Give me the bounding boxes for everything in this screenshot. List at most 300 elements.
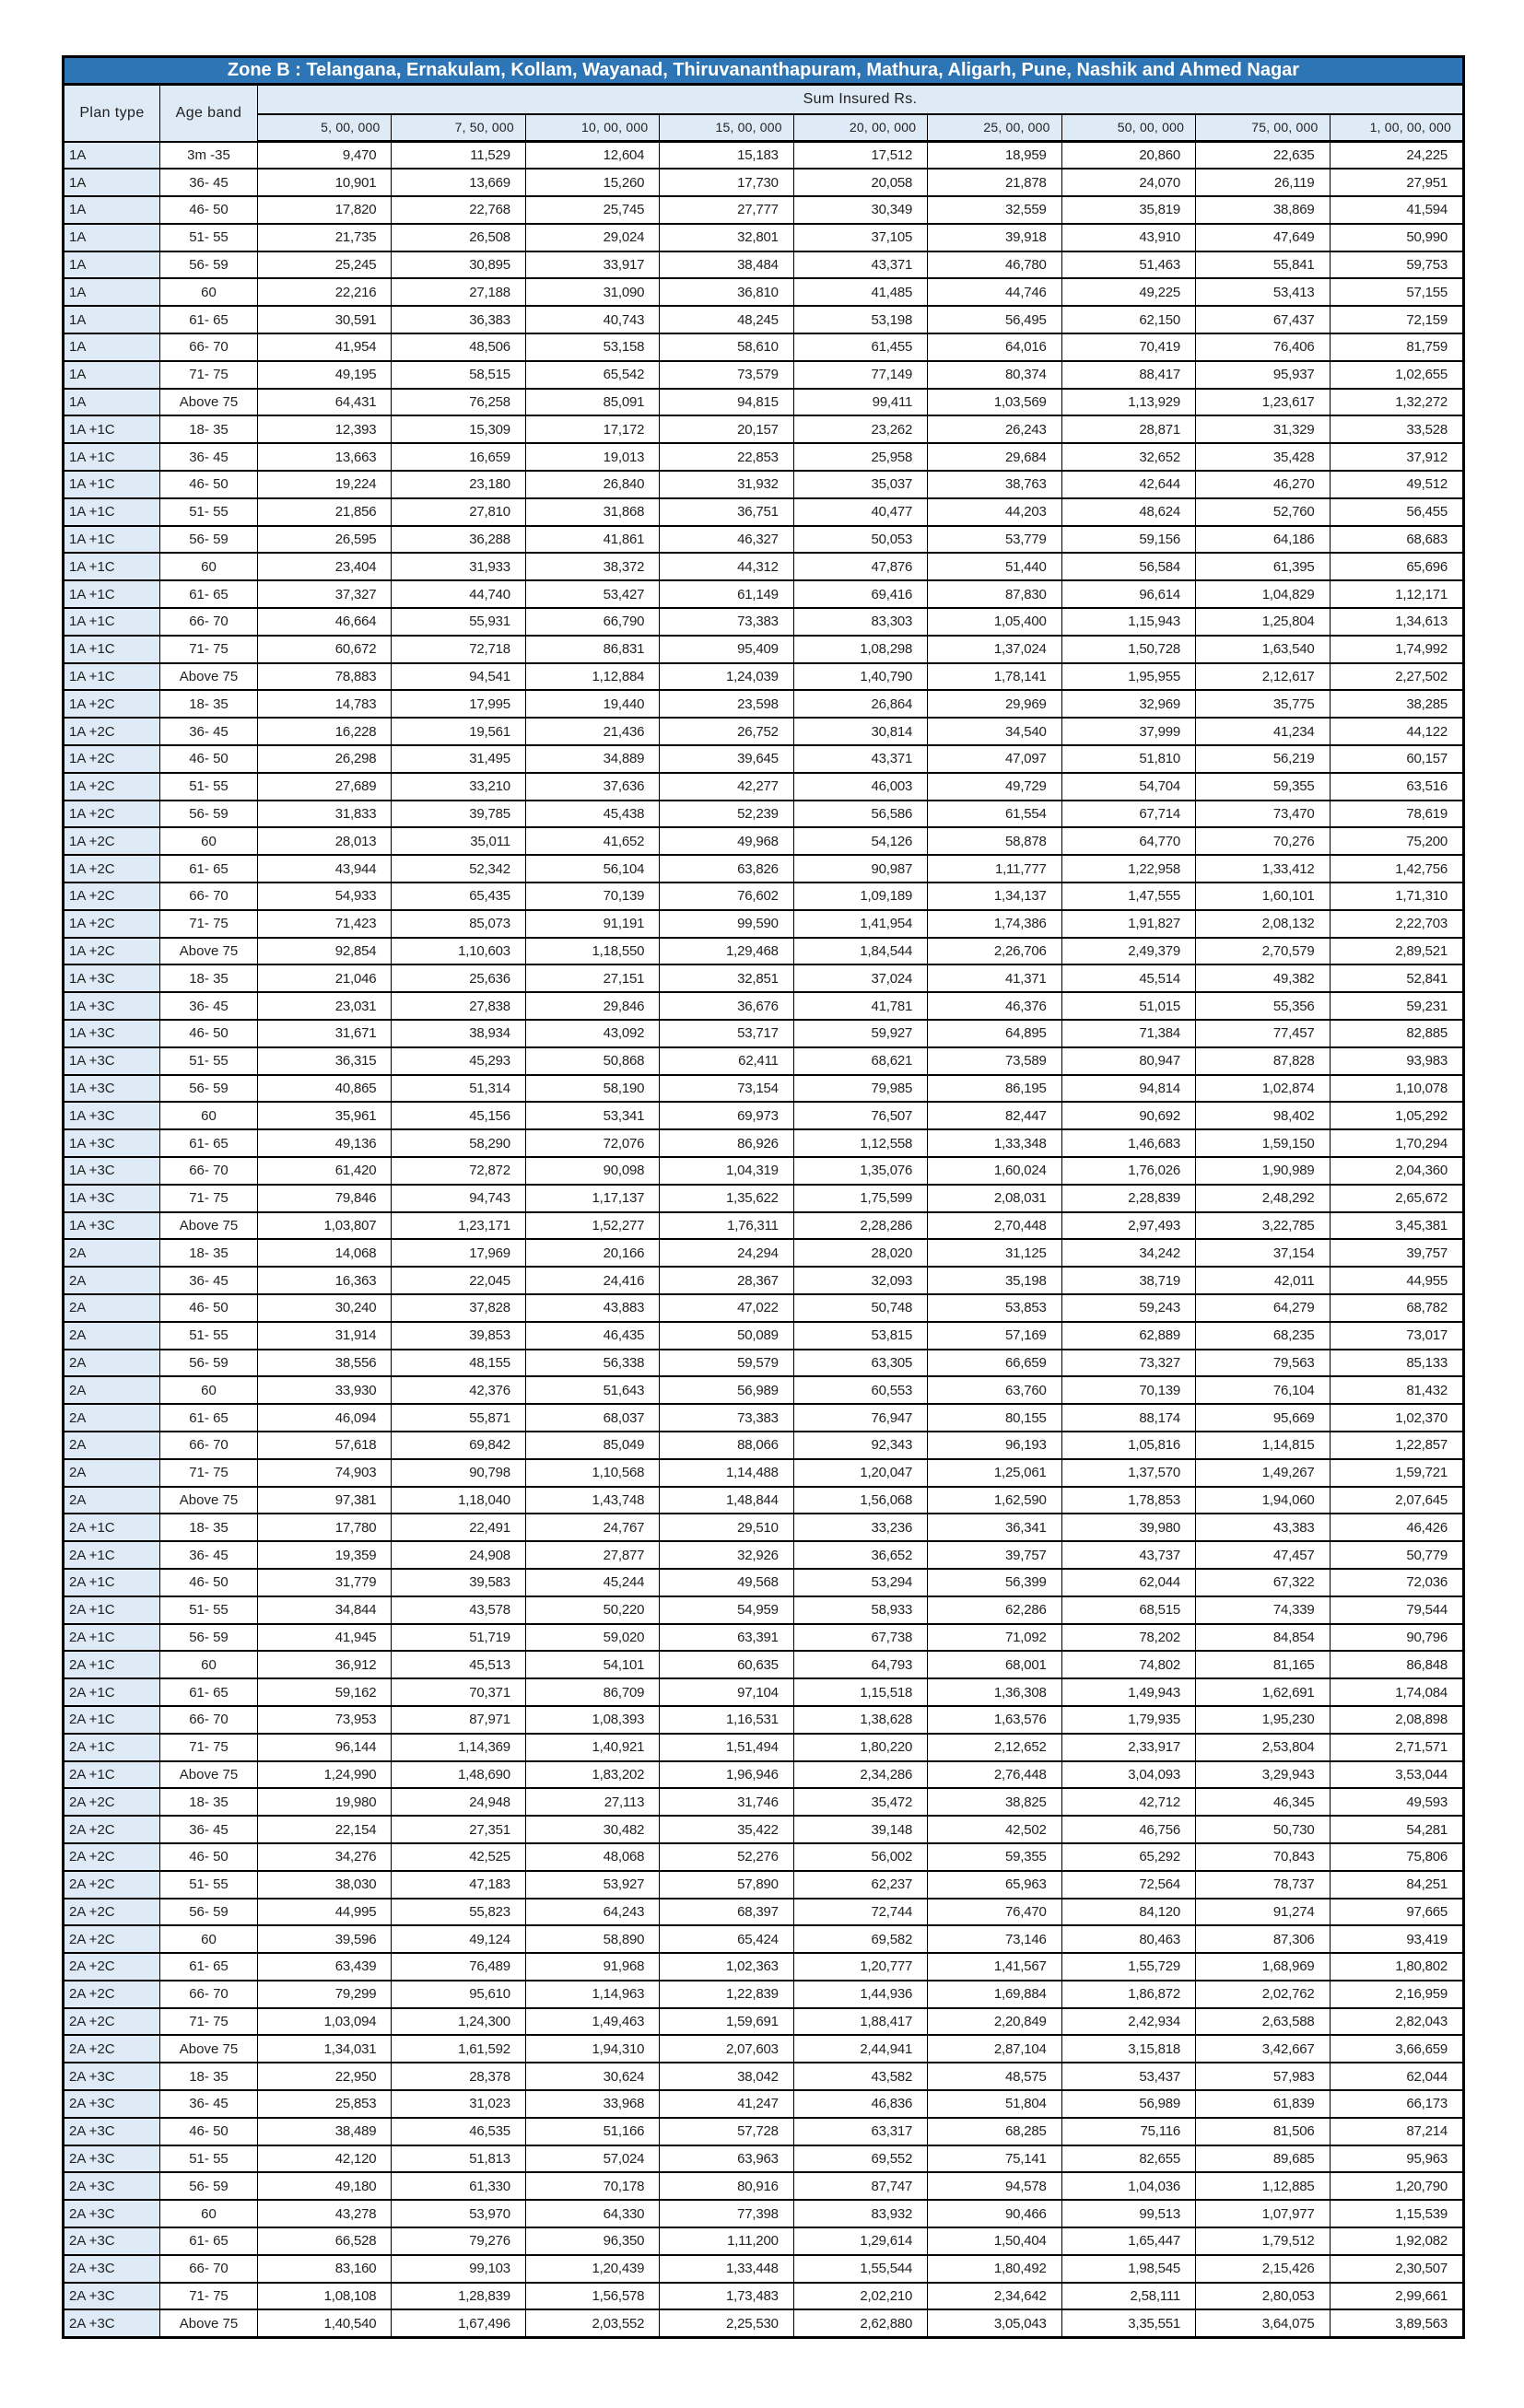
premium-cell: 23,598 <box>660 690 793 718</box>
plan-type-cell: 1A +2C <box>64 938 160 965</box>
premium-cell: 63,391 <box>660 1624 793 1652</box>
premium-rate-sheet <box>62 55 1465 2339</box>
premium-cell: 3,15,818 <box>1061 2035 1195 2063</box>
premium-cell: 49,568 <box>660 1569 793 1596</box>
premium-cell: 44,955 <box>1330 1267 1464 1294</box>
premium-cell: 31,932 <box>660 471 793 498</box>
premium-cell: 12,393 <box>258 415 392 443</box>
premium-cell: 30,349 <box>793 196 927 224</box>
premium-cell: 83,160 <box>258 2255 392 2283</box>
premium-cell: 22,216 <box>258 278 392 306</box>
premium-row <box>64 169 1464 196</box>
premium-cell: 31,125 <box>928 1239 1061 1267</box>
premium-cell: 2,33,917 <box>1061 1734 1195 1761</box>
premium-cell: 63,826 <box>660 855 793 883</box>
premium-cell: 29,510 <box>660 1514 793 1541</box>
premium-cell: 73,017 <box>1330 1322 1464 1350</box>
plan-type-cell: 2A +1C <box>64 1734 160 1761</box>
premium-cell: 27,151 <box>525 964 659 992</box>
premium-row <box>64 2008 1464 2036</box>
premium-cell: 96,614 <box>1061 580 1195 608</box>
premium-cell: 51,015 <box>1061 992 1195 1020</box>
premium-cell: 65,424 <box>660 1925 793 1953</box>
premium-row <box>64 1075 1464 1103</box>
premium-row <box>64 1487 1464 1514</box>
premium-cell: 25,853 <box>258 2090 392 2118</box>
age-band-cell: 36- 45 <box>160 992 258 1020</box>
premium-cell: 62,150 <box>1061 306 1195 333</box>
premium-cell: 48,155 <box>392 1350 525 1377</box>
premium-row <box>64 718 1464 745</box>
premium-cell: 82,447 <box>928 1102 1061 1129</box>
premium-cell: 51,804 <box>928 2090 1061 2118</box>
premium-cell: 19,980 <box>258 1788 392 1816</box>
premium-cell: 56,338 <box>525 1350 659 1377</box>
premium-row <box>64 443 1464 471</box>
age-band-cell: 46- 50 <box>160 196 258 224</box>
plan-type-cell: 1A +3C <box>64 1212 160 1240</box>
premium-cell: 1,23,171 <box>392 1212 525 1240</box>
premium-cell: 80,463 <box>1061 1925 1195 1953</box>
premium-cell: 38,372 <box>525 553 659 580</box>
premium-cell: 55,356 <box>1196 992 1330 1020</box>
premium-cell: 81,165 <box>1196 1651 1330 1678</box>
premium-cell: 51,440 <box>928 553 1061 580</box>
sum-insured-columns-row <box>64 114 1464 142</box>
premium-cell: 1,73,483 <box>660 2283 793 2310</box>
premium-cell: 10,901 <box>258 169 392 196</box>
premium-cell: 68,001 <box>928 1651 1061 1678</box>
premium-cell: 76,947 <box>793 1404 927 1432</box>
premium-cell: 77,149 <box>793 361 927 389</box>
premium-cell: 33,528 <box>1330 415 1464 443</box>
premium-cell: 39,980 <box>1061 1514 1195 1541</box>
premium-cell: 43,578 <box>392 1596 525 1624</box>
premium-cell: 2,34,286 <box>793 1761 927 1789</box>
premium-cell: 63,963 <box>660 2145 793 2173</box>
premium-cell: 44,995 <box>258 1899 392 1926</box>
premium-cell: 2,03,552 <box>525 2309 659 2337</box>
premium-row <box>64 1981 1464 2008</box>
premium-cell: 38,825 <box>928 1788 1061 1816</box>
age-band-cell: 60 <box>160 2200 258 2227</box>
premium-cell: 60,157 <box>1330 745 1464 773</box>
premium-cell: 52,342 <box>392 855 525 883</box>
premium-cell: 76,489 <box>392 1953 525 1981</box>
premium-cell: 2,08,031 <box>928 1185 1061 1212</box>
age-band-cell: 18- 35 <box>160 690 258 718</box>
plan-type-cell: 1A +2C <box>64 745 160 773</box>
premium-cell: 53,853 <box>928 1294 1061 1322</box>
age-band-cell: 51- 55 <box>160 498 258 526</box>
premium-cell: 72,718 <box>392 636 525 663</box>
premium-cell: 59,231 <box>1330 992 1464 1020</box>
premium-cell: 2,16,959 <box>1330 1981 1464 2008</box>
premium-cell: 33,210 <box>392 773 525 801</box>
premium-cell: 62,889 <box>1061 1322 1195 1350</box>
premium-cell: 49,225 <box>1061 278 1195 306</box>
plan-type-cell: 1A +1C <box>64 526 160 554</box>
premium-cell: 1,65,447 <box>1061 2227 1195 2255</box>
premium-cell: 73,589 <box>928 1047 1061 1075</box>
plan-type-cell: 2A +2C <box>64 1843 160 1871</box>
premium-cell: 88,417 <box>1061 361 1195 389</box>
premium-cell: 20,058 <box>793 169 927 196</box>
premium-cell: 86,195 <box>928 1075 1061 1103</box>
premium-row <box>64 1816 1464 1843</box>
premium-cell: 82,885 <box>1330 1020 1464 1047</box>
premium-cell: 74,903 <box>258 1459 392 1487</box>
age-band-cell: 51- 55 <box>160 2145 258 2173</box>
premium-cell: 64,330 <box>525 2200 659 2227</box>
premium-row <box>64 1706 1464 1734</box>
premium-cell: 63,439 <box>258 1953 392 1981</box>
age-band-cell: 18- 35 <box>160 2063 258 2090</box>
plan-type-cell: 2A +1C <box>64 1624 160 1652</box>
plan-type-cell: 1A +1C <box>64 471 160 498</box>
plan-type-cell: 1A +1C <box>64 580 160 608</box>
premium-cell: 22,853 <box>660 443 793 471</box>
premium-cell: 1,05,400 <box>928 608 1061 636</box>
premium-cell: 1,34,613 <box>1330 608 1464 636</box>
premium-cell: 1,76,026 <box>1061 1157 1195 1185</box>
premium-cell: 46,426 <box>1330 1514 1464 1541</box>
premium-cell: 2,53,804 <box>1196 1734 1330 1761</box>
premium-cell: 27,877 <box>525 1541 659 1569</box>
premium-cell: 35,775 <box>1196 690 1330 718</box>
premium-cell: 55,871 <box>392 1404 525 1432</box>
premium-row <box>64 1350 1464 1377</box>
premium-cell: 49,180 <box>258 2172 392 2200</box>
premium-cell: 27,113 <box>525 1788 659 1816</box>
premium-cell: 33,236 <box>793 1514 927 1541</box>
premium-cell: 44,740 <box>392 580 525 608</box>
premium-cell: 1,43,748 <box>525 1487 659 1514</box>
age-band-cell: 66- 70 <box>160 883 258 910</box>
premium-row <box>64 964 1464 992</box>
plan-type-cell: 1A +2C <box>64 690 160 718</box>
premium-cell: 63,317 <box>793 2118 927 2145</box>
premium-cell: 19,561 <box>392 718 525 745</box>
premium-cell: 1,20,790 <box>1330 2172 1464 2200</box>
premium-cell: 86,831 <box>525 636 659 663</box>
age-band-cell: 71- 75 <box>160 1459 258 1487</box>
premium-cell: 46,270 <box>1196 471 1330 498</box>
premium-cell: 1,88,417 <box>793 2008 927 2036</box>
premium-row <box>64 2227 1464 2255</box>
premium-cell: 2,99,661 <box>1330 2283 1464 2310</box>
premium-cell: 78,737 <box>1196 1871 1330 1899</box>
premium-cell: 23,262 <box>793 415 927 443</box>
premium-cell: 2,07,603 <box>660 2035 793 2063</box>
premium-cell: 79,299 <box>258 1981 392 2008</box>
premium-cell: 20,166 <box>525 1239 659 1267</box>
premium-cell: 1,11,777 <box>928 855 1061 883</box>
premium-cell: 1,02,370 <box>1330 1404 1464 1432</box>
premium-cell: 49,195 <box>258 361 392 389</box>
premium-cell: 26,298 <box>258 745 392 773</box>
premium-cell: 60,672 <box>258 636 392 663</box>
premium-cell: 53,437 <box>1061 2063 1195 2090</box>
premium-row <box>64 1432 1464 1459</box>
premium-cell: 77,457 <box>1196 1020 1330 1047</box>
premium-cell: 49,382 <box>1196 964 1330 992</box>
premium-row <box>64 938 1464 965</box>
premium-cell: 1,94,060 <box>1196 1487 1330 1514</box>
premium-cell: 64,186 <box>1196 526 1330 554</box>
premium-cell: 52,276 <box>660 1843 793 1871</box>
age-band-cell: 46- 50 <box>160 1843 258 1871</box>
premium-cell: 64,793 <box>793 1651 927 1678</box>
premium-cell: 30,240 <box>258 1294 392 1322</box>
premium-cell: 59,156 <box>1061 526 1195 554</box>
premium-cell: 70,419 <box>1061 333 1195 361</box>
premium-cell: 96,144 <box>258 1734 392 1761</box>
premium-cell: 72,036 <box>1330 1569 1464 1596</box>
premium-cell: 1,90,989 <box>1196 1157 1330 1185</box>
premium-cell: 80,947 <box>1061 1047 1195 1075</box>
age-band-cell: 56- 59 <box>160 2172 258 2200</box>
premium-cell: 39,596 <box>258 1925 392 1953</box>
premium-cell: 1,91,827 <box>1061 910 1195 938</box>
age-band-cell: Above 75 <box>160 1487 258 1514</box>
premium-cell: 1,05,292 <box>1330 1102 1464 1129</box>
premium-cell: 46,376 <box>928 992 1061 1020</box>
premium-cell: 53,927 <box>525 1871 659 1899</box>
premium-cell: 1,55,544 <box>793 2255 927 2283</box>
premium-cell: 64,770 <box>1061 827 1195 855</box>
premium-cell: 1,15,518 <box>793 1678 927 1706</box>
premium-cell: 66,659 <box>928 1350 1061 1377</box>
sum-insured-amount-header: 7, 50, 000 <box>392 114 525 142</box>
premium-cell: 39,645 <box>660 745 793 773</box>
premium-cell: 51,719 <box>392 1624 525 1652</box>
premium-cell: 15,309 <box>392 415 525 443</box>
plan-type-cell: 1A <box>64 306 160 333</box>
premium-cell: 1,62,590 <box>928 1487 1061 1514</box>
premium-cell: 28,020 <box>793 1239 927 1267</box>
premium-cell: 52,239 <box>660 801 793 828</box>
premium-cell: 54,126 <box>793 827 927 855</box>
age-band-cell: 56- 59 <box>160 526 258 554</box>
premium-row <box>64 1899 1464 1926</box>
premium-row <box>64 1734 1464 1761</box>
premium-row <box>64 1267 1464 1294</box>
premium-cell: 1,20,777 <box>793 1953 927 1981</box>
premium-cell: 35,819 <box>1061 196 1195 224</box>
premium-cell: 12,604 <box>525 142 659 169</box>
premium-cell: 70,178 <box>525 2172 659 2200</box>
premium-cell: 95,409 <box>660 636 793 663</box>
premium-cell: 3,05,043 <box>928 2309 1061 2337</box>
premium-row <box>64 361 1464 389</box>
premium-cell: 73,383 <box>660 608 793 636</box>
plan-type-cell: 2A <box>64 1322 160 1350</box>
premium-cell: 83,303 <box>793 608 927 636</box>
premium-cell: 45,513 <box>392 1651 525 1678</box>
premium-cell: 53,815 <box>793 1322 927 1350</box>
premium-cell: 64,431 <box>258 389 392 416</box>
premium-cell: 46,836 <box>793 2090 927 2118</box>
premium-row <box>64 498 1464 526</box>
premium-cell: 9,470 <box>258 142 392 169</box>
premium-cell: 31,746 <box>660 1788 793 1816</box>
premium-cell: 67,738 <box>793 1624 927 1652</box>
premium-cell: 96,193 <box>928 1432 1061 1459</box>
plan-type-cell: 1A +2C <box>64 827 160 855</box>
premium-cell: 36,288 <box>392 526 525 554</box>
premium-cell: 94,578 <box>928 2172 1061 2200</box>
premium-cell: 40,743 <box>525 306 659 333</box>
premium-cell: 64,895 <box>928 1020 1061 1047</box>
premium-cell: 53,158 <box>525 333 659 361</box>
age-band-cell: Above 75 <box>160 2309 258 2337</box>
premium-cell: 2,26,706 <box>928 938 1061 965</box>
premium-cell: 69,416 <box>793 580 927 608</box>
premium-cell: 73,383 <box>660 1404 793 1432</box>
premium-cell: 56,584 <box>1061 553 1195 580</box>
premium-cell: 53,413 <box>1196 278 1330 306</box>
plan-type-cell: 1A +3C <box>64 1157 160 1185</box>
premium-cell: 84,120 <box>1061 1899 1195 1926</box>
premium-row <box>64 1020 1464 1047</box>
premium-cell: 28,013 <box>258 827 392 855</box>
premium-cell: 1,38,628 <box>793 1706 927 1734</box>
premium-cell: 91,191 <box>525 910 659 938</box>
premium-cell: 27,188 <box>392 278 525 306</box>
premium-table-body <box>64 142 1464 2338</box>
premium-cell: 42,644 <box>1061 471 1195 498</box>
premium-cell: 57,024 <box>525 2145 659 2173</box>
premium-cell: 79,985 <box>793 1075 927 1103</box>
premium-cell: 17,969 <box>392 1239 525 1267</box>
premium-cell: 87,306 <box>1196 1925 1330 1953</box>
premium-cell: 2,44,941 <box>793 2035 927 2063</box>
premium-cell: 1,03,094 <box>258 2008 392 2036</box>
sum-insured-amount-header: 75, 00, 000 <box>1196 114 1330 142</box>
premium-cell: 19,440 <box>525 690 659 718</box>
plan-type-cell: 1A +1C <box>64 636 160 663</box>
plan-type-cell: 2A <box>64 1267 160 1294</box>
age-band-cell: 46- 50 <box>160 1294 258 1322</box>
age-band-cell: 71- 75 <box>160 1185 258 1212</box>
premium-cell: 1,34,031 <box>258 2035 392 2063</box>
premium-cell: 75,200 <box>1330 827 1464 855</box>
premium-cell: 24,294 <box>660 1239 793 1267</box>
premium-cell: 39,148 <box>793 1816 927 1843</box>
premium-cell: 48,068 <box>525 1843 659 1871</box>
premium-cell: 56,104 <box>525 855 659 883</box>
premium-cell: 2,12,617 <box>1196 663 1330 691</box>
premium-cell: 58,878 <box>928 827 1061 855</box>
premium-cell: 86,926 <box>660 1129 793 1157</box>
plan-type-cell: 2A +1C <box>64 1761 160 1789</box>
plan-type-cell: 1A +3C <box>64 1075 160 1103</box>
premium-cell: 56,989 <box>660 1376 793 1404</box>
plan-type-cell: 2A +2C <box>64 1871 160 1899</box>
premium-cell: 2,28,839 <box>1061 1185 1195 1212</box>
plan-type-cell: 2A +3C <box>64 2227 160 2255</box>
premium-row <box>64 224 1464 251</box>
age-band-cell: 61- 65 <box>160 306 258 333</box>
premium-cell: 1,08,393 <box>525 1706 659 1734</box>
premium-cell: 1,59,150 <box>1196 1129 1330 1157</box>
premium-cell: 56,219 <box>1196 745 1330 773</box>
premium-cell: 43,883 <box>525 1294 659 1322</box>
premium-cell: 81,506 <box>1196 2118 1330 2145</box>
premium-cell: 88,174 <box>1061 1404 1195 1432</box>
premium-cell: 39,853 <box>392 1322 525 1350</box>
premium-cell: 94,743 <box>392 1185 525 1212</box>
premium-cell: 48,506 <box>392 333 525 361</box>
premium-cell: 29,024 <box>525 224 659 251</box>
age-band-cell: 71- 75 <box>160 636 258 663</box>
premium-cell: 17,512 <box>793 142 927 169</box>
premium-cell: 27,351 <box>392 1816 525 1843</box>
premium-row <box>64 1376 1464 1404</box>
premium-cell: 49,124 <box>392 1925 525 1953</box>
premium-row <box>64 1404 1464 1432</box>
plan-type-cell: 2A +2C <box>64 1788 160 1816</box>
premium-cell: 36,652 <box>793 1541 927 1569</box>
premium-cell: 36,751 <box>660 498 793 526</box>
plan-type-cell: 2A +1C <box>64 1678 160 1706</box>
premium-row <box>64 1871 1464 1899</box>
premium-cell: 1,40,790 <box>793 663 927 691</box>
plan-type-cell: 1A <box>64 333 160 361</box>
premium-row <box>64 1925 1464 1953</box>
premium-cell: 99,590 <box>660 910 793 938</box>
premium-cell: 37,154 <box>1196 1239 1330 1267</box>
age-band-cell: 71- 75 <box>160 1734 258 1761</box>
premium-cell: 32,093 <box>793 1267 927 1294</box>
premium-cell: 62,237 <box>793 1871 927 1899</box>
premium-cell: 76,602 <box>660 883 793 910</box>
premium-cell: 56,399 <box>928 1569 1061 1596</box>
premium-cell: 73,470 <box>1196 801 1330 828</box>
premium-row <box>64 608 1464 636</box>
premium-cell: 42,277 <box>660 773 793 801</box>
premium-cell: 97,381 <box>258 1487 392 1514</box>
premium-cell: 32,926 <box>660 1541 793 1569</box>
premium-cell: 1,15,943 <box>1061 608 1195 636</box>
premium-cell: 95,669 <box>1196 1404 1330 1432</box>
premium-cell: 60,553 <box>793 1376 927 1404</box>
premium-cell: 23,404 <box>258 553 392 580</box>
plan-type-cell: 2A +2C <box>64 1981 160 2008</box>
premium-cell: 1,07,977 <box>1196 2200 1330 2227</box>
plan-type-cell: 1A +1C <box>64 498 160 526</box>
premium-cell: 2,25,530 <box>660 2309 793 2337</box>
premium-cell: 99,103 <box>392 2255 525 2283</box>
premium-cell: 64,243 <box>525 1899 659 1926</box>
premium-cell: 76,258 <box>392 389 525 416</box>
premium-cell: 73,154 <box>660 1075 793 1103</box>
premium-row <box>64 910 1464 938</box>
premium-cell: 29,969 <box>928 690 1061 718</box>
age-band-cell: 61- 65 <box>160 1404 258 1432</box>
premium-cell: 68,621 <box>793 1047 927 1075</box>
premium-cell: 70,276 <box>1196 827 1330 855</box>
premium-cell: 74,802 <box>1061 1651 1195 1678</box>
premium-cell: 51,166 <box>525 2118 659 2145</box>
premium-cell: 35,422 <box>660 1816 793 1843</box>
premium-row <box>64 1569 1464 1596</box>
premium-cell: 60,635 <box>660 1651 793 1678</box>
premium-cell: 1,74,992 <box>1330 636 1464 663</box>
age-band-cell: 51- 55 <box>160 1596 258 1624</box>
premium-cell: 2,20,849 <box>928 2008 1061 2036</box>
